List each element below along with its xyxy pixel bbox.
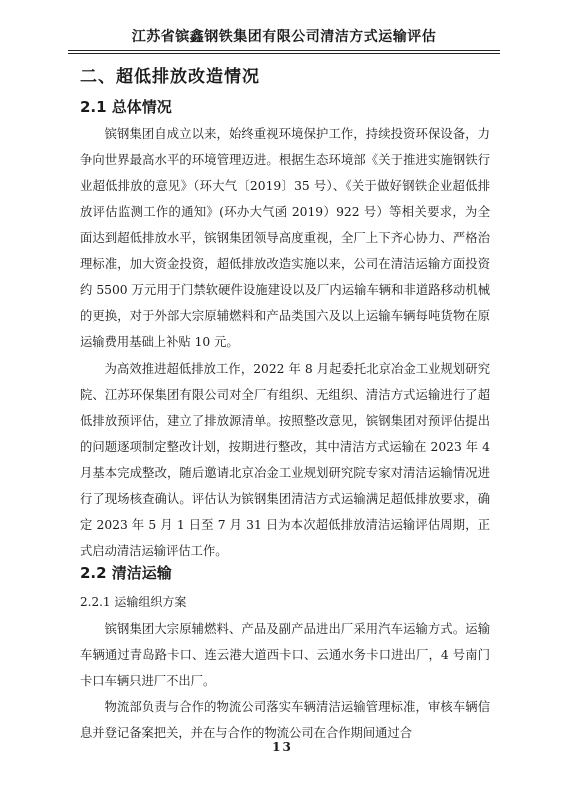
section-title: 二、超低排放改造情况 bbox=[80, 67, 260, 87]
subsection-title-2-2: 2.2 清洁运输 bbox=[80, 564, 172, 582]
running-header: 江苏省镔鑫钢铁集团有限公司清洁方式运输评估 bbox=[131, 29, 437, 45]
paragraph-transport-2: 物流部负责与合作的物流公司落实车辆清洁运输管理标准，审核车辆信息并登记备案把关，并在与合作的物流公司在合作期间通过合 bbox=[80, 700, 490, 740]
header-rule-double bbox=[68, 53, 500, 54]
paragraph-transport-1: 镔钢集团大宗原辅燃料、产品及副产品进出厂采用汽车运输方式。运输车辆通过青岛路卡口、连云港大道西卡口、云通水务卡口进出厂，4 号南门卡口车辆只进厂不出厂。 bbox=[80, 622, 490, 688]
paragraph-overview-1: 镔钢集团自成立以来，始终重视环境保护工作，持续投资环保设备，力争向世界最高水平的环境管理迈进。根据生态环境部《关于推进实施钢铁行业超低排放的意见》（环大气〔2019〕35 号）、《关于做好钢铁企业超低排放评估监测工作的通知》(环办大气函 2019）922 号）等相关要求，为全面达到超低排放水平，镔钢集团领导高度重视，全厂上下齐心协力、严格治理标准，加大资金投资，超低排放改造实施以来，公司在清洁运输方面投资约 5500 万元用于门禁软硬件设施建设以及厂内运输车辆和非道路移动机械的更换，对于外部大宗原辅燃料和产品类国六及以上运输车辆每吨货物在原运输费用基础上补贴 10 元。 bbox=[80, 127, 490, 349]
subsection-title-2-1: 2.1 总体情况 bbox=[80, 98, 172, 116]
paragraph-overview-2: 为高效推进超低排放工作，2022 年 8 月起委托北京冶金工业规划研究院、江苏环保集团有限公司对全厂有组织、无组织、清洁方式运输进行了超低排放预评估，建立了排放源清单。按照整改意见，镔钢集团对预评估提出的问题逐项制定整改计划，按期进行整改，其中清洁方式运输在 2023 年 4 月基本完成整改，随后邀请北京冶金工业规划研究院专家对清洁运输情况进行了现场核查确认。评估认为镔钢集团清洁方式运输满足超低排放要求，确定 2023 年 5 月 1 日至 7 月 31 日为本次超低排放清洁运输评估周期，正式启动清洁运输评估工作。 bbox=[80, 362, 490, 558]
page-number: 13 bbox=[272, 740, 293, 754]
subsubsection-title-2-2-1: 2.2.1 运输组织方案 bbox=[80, 595, 187, 609]
header-rule bbox=[68, 50, 500, 51]
